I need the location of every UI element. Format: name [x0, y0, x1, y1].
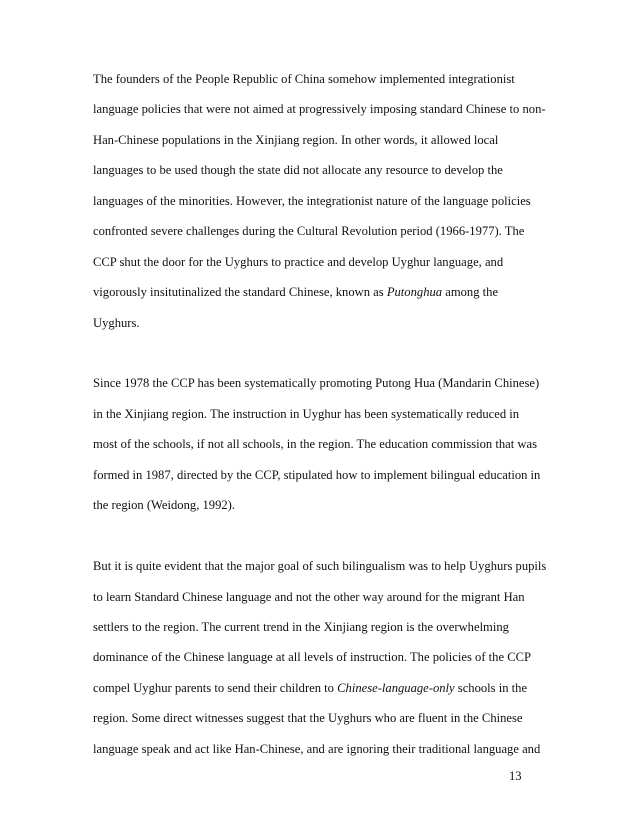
- text-line: formed in 1987, directed by the CCP, stipulated how to implement bilingual education in: [93, 467, 541, 482]
- text-line: settlers to the region. The current trend in the Xinjiang region is the overwhelming: [93, 620, 509, 634]
- paragraph-gap: [93, 525, 553, 556]
- text-line: in the Xinjiang region. The instruction in Uyghur has been systematically reduced in: [93, 406, 520, 421]
- text-line: dominance of the Chinese language at all levels of instruction. The policies of the CCP: [93, 650, 531, 665]
- paragraph-gap: [93, 342, 553, 373]
- text-line: Han-Chinese populations in the Xinjiang region. In other words, it allowed local: [93, 132, 499, 147]
- text-line: Uyghurs.: [93, 315, 140, 330]
- text-line: languages to be used though the state did not allocate any resource to develop the: [93, 163, 503, 178]
- text-line: region. Some direct witnesses suggest that the Uyghurs who are fluent in the Chinese: [93, 711, 523, 726]
- text-line: to learn Standard Chinese language and not the other way around for the migrant Han: [93, 589, 525, 604]
- italic-term-putonghua: Putonghua: [386, 285, 443, 300]
- text-line: the region (Weidong, 1992).: [93, 498, 236, 513]
- page-number: 13: [509, 769, 522, 783]
- text-line: vigorously insitutinalized the standard Chinese, known as Putonghua among the: [93, 285, 499, 300]
- text-line: The founders of the People Republic of China somehow implemented integrationist: [93, 72, 515, 86]
- text-body: [93, 68, 553, 768]
- text-line: Since 1978 the CCP has been systematically promoting Putong Hua (Mandarin Chinese): [93, 376, 540, 391]
- paragraph-1: [93, 68, 553, 342]
- text-line: language policies that were not aimed at progressively imposing standard Chinese to non-: [93, 102, 546, 117]
- text-line: confronted severe challenges during the Cultural Revolution period (1966-1977). The: [93, 224, 525, 239]
- italic-term-chinese-language-only: Chinese-language-only: [337, 680, 455, 695]
- text-line: compel Uyghur parents to send their children to Chinese-language-only schools in the: [93, 680, 528, 695]
- text-line: CCP shut the door for the Uyghurs to practice and develop Uyghur language, and: [93, 254, 504, 269]
- paragraph-3: [93, 555, 553, 768]
- text-line: most of the schools, if not all schools, in the region. The education commission that was: [93, 437, 537, 452]
- text-line: languages of the minorities. However, the integrationist nature of the language policies: [93, 193, 531, 208]
- paragraph-2: [93, 372, 553, 524]
- text-line: language speak and act like Han-Chinese, and are ignoring their traditional language and: [93, 741, 541, 756]
- text-line: But it is quite evident that the major goal of such bilingualism was to help Uyghurs pupils: [93, 559, 547, 574]
